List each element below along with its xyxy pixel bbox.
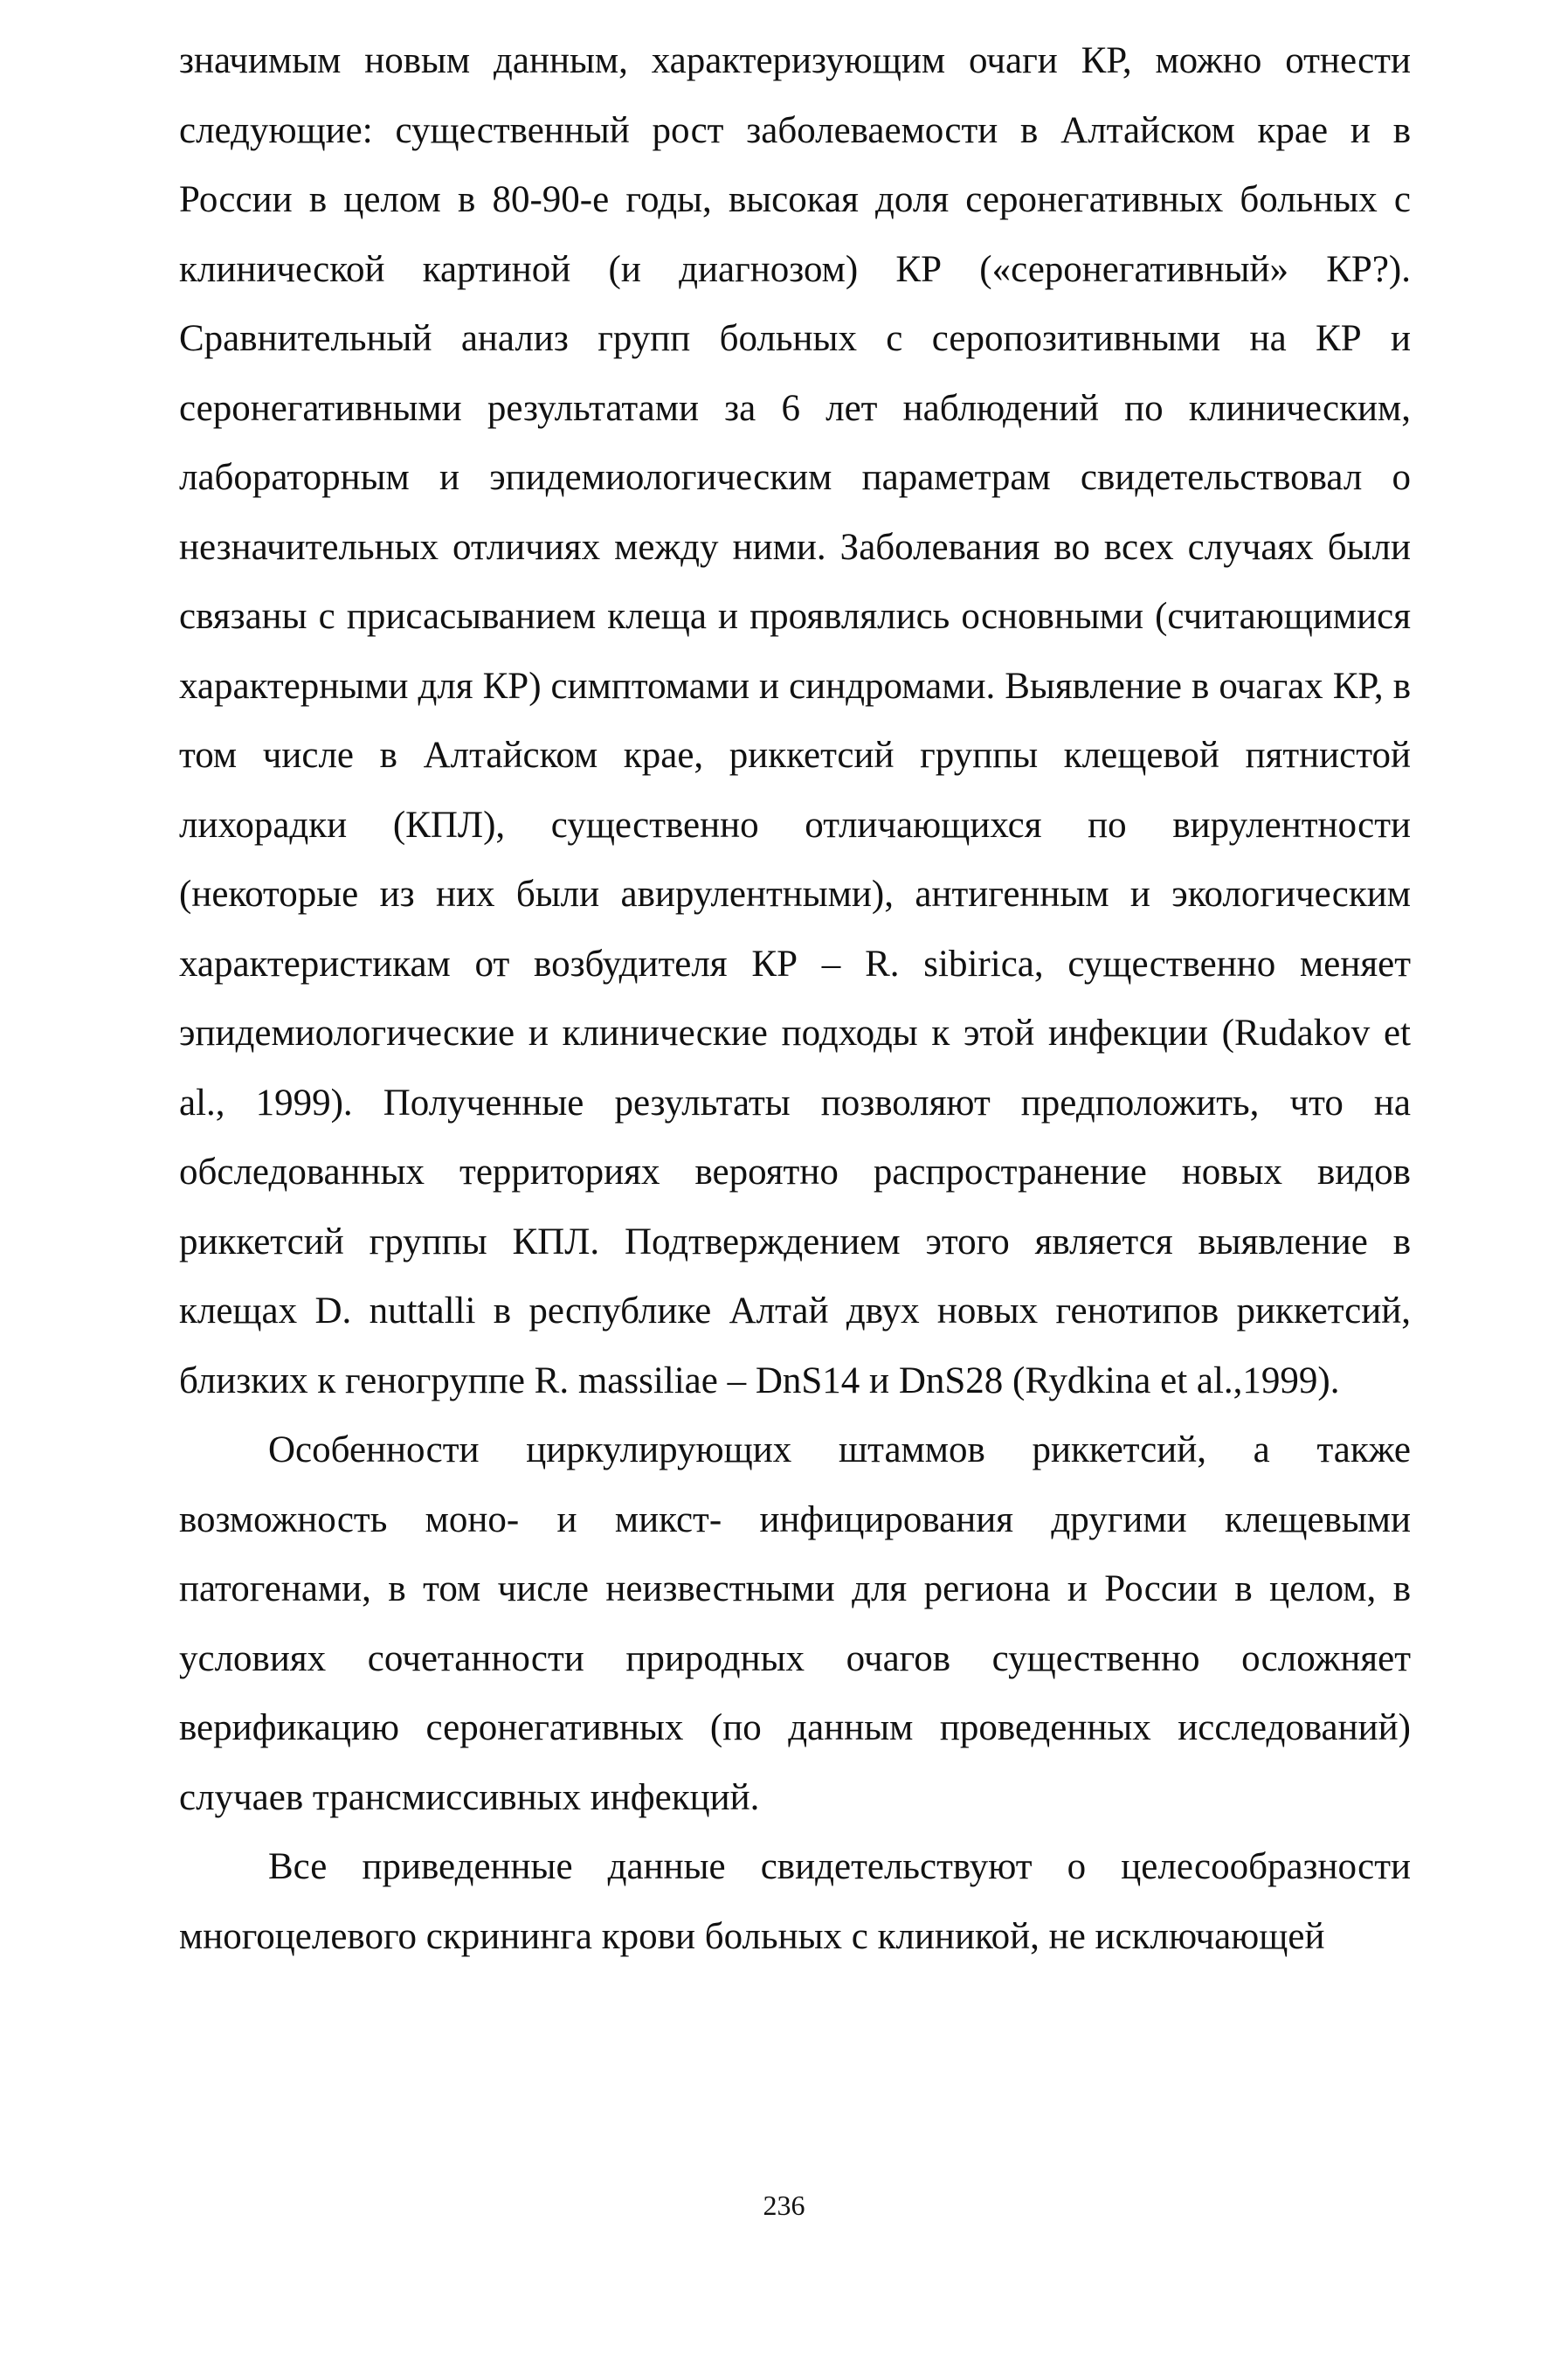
paragraph-screening-conclusion: Все приведенные данные свидетельствуют о целесообразности многоцелевого скрининга крови больных с клиникой, не исключающей (179, 1846, 1411, 1957)
paragraph-circulating-strains: Особенности циркулирующих штаммов риккетсий, а также возможность моно- и микст- инфицирования другими клещевыми патогенами, в том числе неизвестными для региона и России в целом, в условиях сочетанности природных очагов существенно осложняет верификацию серонегативных (по данным проведенных исследований) случаев трансмиссивных инфекций. (179, 1429, 1411, 1818)
page-number: 236 (763, 2190, 805, 2221)
paragraph-continuation: значимым новым данным, характеризующим очаги КР, можно отнести следующие: существенный рост заболеваемости в Алтайском крае и в России в целом в 80-90-е годы, высокая доля серонегативных больных с клинической картиной (и диагнозом) КР («серонегативный» КР?). Сравнительный анализ групп больных с серопозитивными на КР и серонегативными результатами за 6 лет наблюдений по клиническим, лабораторным и эпидемиологическим параметрам свидетельствовал о незначительных отличиях между ними. Заболевания во всех случаях были связаны с присасыванием клеща и проявлялись основными (считающимися характерными для КР) симптомами и синдромами. Выявление в очагах КР, в том числе в Алтайском крае, риккетсий группы клещевой пятнистой лихорадки (КПЛ), существенно отличающихся по вирулентности (некоторые из них были авирулентными), антигенным и экологическим характеристикам от возбудителя КР – R. sibirica, существенно меняет эпидемиологические и клинические подходы к этой инфекции (Rudakov et al., 1999). Полученные результаты позволяют предположить, что на обследованных территориях вероятно распространение новых видов риккетсий группы КПЛ. Подтверждением этого является выявление в клещах D. nuttalli в республике Алтай двух новых генотипов риккетсий, близких к геногруппе R. massiliae – DnS14 и DnS28 (Rydkina et al.,1999). (179, 40, 1411, 1401)
body-text (179, 26, 1411, 1971)
